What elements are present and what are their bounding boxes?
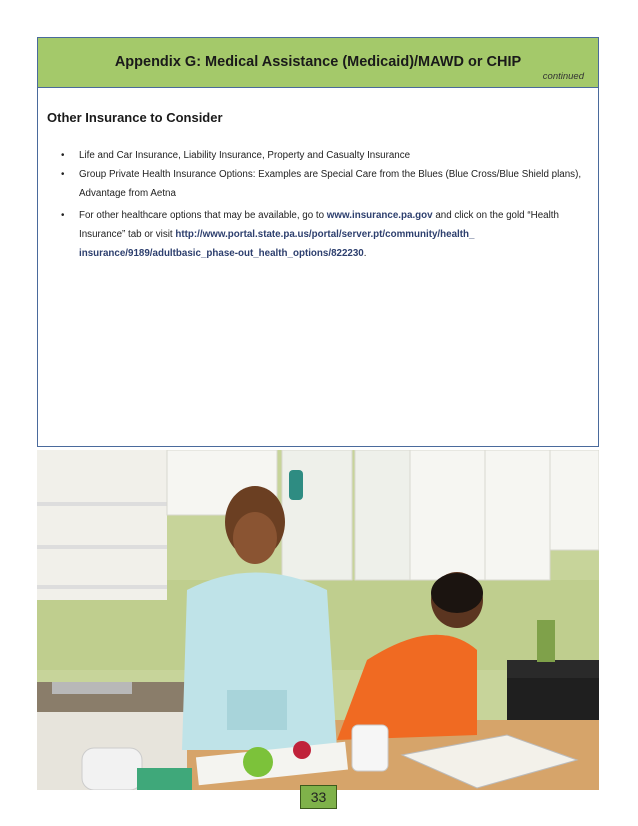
continued-label: continued: [542, 71, 584, 82]
insurance-list: [61, 146, 601, 263]
portal-link[interactable]: http://www.portal.state.pa.us/portal/server.pt/community/health_ insurance/9189/adultbasic_phase-out_health_options/822230: [79, 229, 475, 259]
list-item-text: Life and Car Insurance, Liability Insurance, Property and Casualty Insurance: [79, 150, 411, 161]
bullet-icon: •: [61, 210, 65, 221]
list-item-text: and click on the gold “Health Insurance” tab or visit: [79, 210, 559, 240]
list-item: [61, 146, 601, 165]
list-item: [61, 206, 601, 263]
bullet-icon: •: [61, 169, 65, 180]
page-number: 33: [300, 785, 337, 809]
insurance-gov-link[interactable]: www.insurance.pa.gov: [326, 210, 433, 221]
kitchen-photo: [37, 450, 599, 790]
bullet-icon: •: [61, 150, 65, 161]
section-title: Other Insurance to Consider: [47, 110, 223, 125]
list-item: [61, 165, 601, 203]
appendix-title: Appendix G: Medical Assistance (Medicaid)/MAWD or CHIP: [114, 54, 522, 70]
appendix-panel: [37, 37, 599, 447]
appendix-header: [38, 38, 598, 88]
list-item-text: For other healthcare options that may be available, go to: [79, 210, 327, 221]
list-item-text: Group Private Health Insurance Options: Examples are Special Care from the Blues (Blue Cross/Blue Shield plans), Advantage from Aetna: [79, 169, 582, 199]
list-item-text: .: [363, 248, 367, 259]
